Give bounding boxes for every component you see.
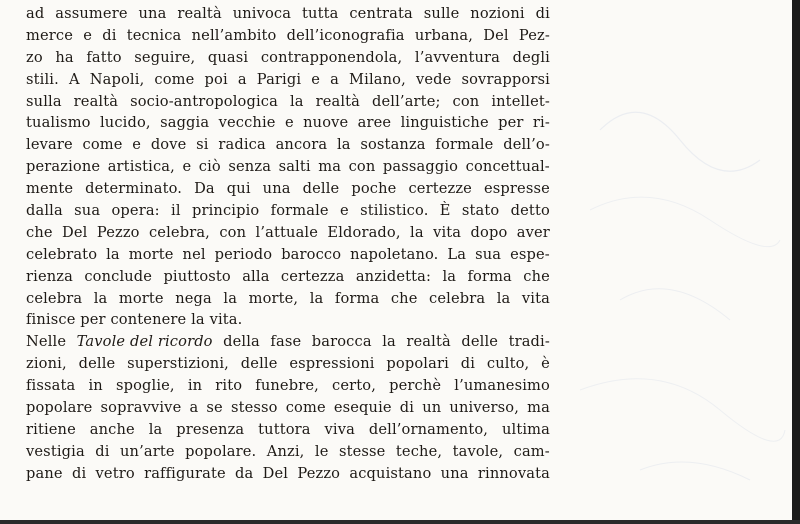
- text-word: urbana,: [414, 26, 474, 44]
- text-word: come: [154, 70, 195, 88]
- text-word: rito: [215, 377, 243, 395]
- text-word: la: [309, 289, 324, 307]
- text-word: ha: [55, 48, 74, 66]
- text-word: pane: [26, 464, 63, 482]
- text-word: tutta: [302, 5, 339, 22]
- text-line: [26, 331, 550, 353]
- text-word: l’avventura: [414, 48, 501, 66]
- text-word: l’attuale: [255, 223, 319, 241]
- text-word: zioni,: [26, 355, 67, 373]
- text-line: [26, 134, 550, 156]
- text-word: alla: [242, 267, 270, 285]
- text-word: celebra,: [148, 223, 210, 241]
- text-word: espe-: [510, 245, 550, 263]
- text-word: viva: [324, 420, 355, 438]
- text-word: Parigi: [256, 70, 302, 88]
- text-word: popolari: [386, 355, 449, 373]
- text-word: e: [284, 114, 294, 132]
- text-word: e: [83, 26, 93, 44]
- text-word: sostanza: [360, 136, 426, 154]
- text-word: radica: [218, 136, 266, 154]
- text-word: in: [88, 377, 103, 395]
- text-word: ultima: [501, 420, 550, 438]
- text-word: concettual-: [465, 158, 550, 176]
- text-word: una: [138, 5, 167, 22]
- text-word: è: [541, 355, 550, 373]
- text-word: della: [223, 333, 260, 351]
- text-word: con: [452, 92, 480, 110]
- text-word: e: [311, 70, 321, 88]
- text-line: [26, 266, 550, 288]
- text-line: [26, 200, 550, 222]
- text-line: [26, 463, 550, 485]
- text-word: dell’iconografia: [286, 26, 405, 44]
- text-word: fatto: [86, 48, 122, 66]
- text-word: celebra: [26, 289, 83, 307]
- text-word: la: [93, 289, 108, 307]
- italic-title: Tavole del ricordo: [76, 333, 213, 351]
- text-word: raffigurate: [144, 464, 226, 482]
- text-line: [26, 112, 550, 134]
- text-line: [26, 91, 550, 113]
- text-word: l’umanesimo: [454, 377, 550, 395]
- text-word: rienza: [26, 267, 73, 285]
- text-word: realtà: [315, 92, 361, 110]
- text-word: sua: [74, 202, 101, 220]
- text-word: delle: [302, 180, 340, 198]
- text-line: [26, 397, 550, 419]
- text-word: dell’arte;: [372, 92, 441, 110]
- text-line: [26, 375, 550, 397]
- text-word: realtà: [177, 5, 222, 22]
- text-word: opera:: [111, 202, 160, 220]
- text-word: nozioni: [470, 5, 525, 22]
- text-word: superstizioni,: [127, 355, 229, 373]
- text-word: senza: [228, 158, 272, 176]
- text-word: sulle: [423, 5, 460, 22]
- text-line: [26, 69, 550, 91]
- text-word: ma: [527, 399, 550, 417]
- text-word: nell’ambito: [191, 26, 277, 44]
- text-line: [26, 3, 550, 25]
- text-word: Pezzo: [297, 464, 341, 482]
- text-word: barocco: [281, 245, 342, 263]
- text-word: nel: [182, 245, 206, 263]
- text-word: anche: [89, 420, 135, 438]
- text-word: e: [132, 136, 142, 154]
- text-span: finisce per contenere la vita.: [26, 311, 243, 329]
- text-word: assumere: [55, 5, 128, 22]
- text-word: popolare.: [185, 442, 257, 460]
- text-word: mente: [26, 180, 74, 198]
- text-word: Da: [194, 180, 215, 198]
- text-word: di: [535, 5, 550, 22]
- text-word: linguistiche: [400, 114, 489, 132]
- text-line: [26, 178, 550, 200]
- text-word: merce: [26, 26, 74, 44]
- text-word: poche: [351, 180, 397, 198]
- text-word: È: [439, 202, 451, 220]
- text-word: di: [102, 26, 117, 44]
- text-word: conclude: [84, 267, 153, 285]
- text-word: perazione: [26, 158, 101, 176]
- text-word: saggia: [160, 114, 210, 132]
- text-line: [26, 309, 550, 331]
- text-word: per: [498, 114, 524, 132]
- text-word: salti: [278, 158, 311, 176]
- text-word: fase: [270, 333, 302, 351]
- text-word: anzidetta:: [355, 267, 432, 285]
- text-word: stili.: [26, 70, 59, 88]
- text-word: tradi-: [508, 333, 550, 351]
- text-word: morte: [118, 289, 164, 307]
- text-word: Milano,: [349, 70, 406, 88]
- text-word: Nelle: [26, 333, 67, 351]
- text-word: come: [82, 136, 123, 154]
- text-word: dove: [150, 136, 187, 154]
- text-word: formale: [270, 202, 329, 220]
- text-word: forma: [467, 267, 512, 285]
- text-word: ritiene: [26, 420, 76, 438]
- text-word: Anzi,: [266, 442, 305, 460]
- text-word: intellet-: [491, 92, 550, 110]
- text-word: sulla: [26, 92, 62, 110]
- text-word: teche,: [395, 442, 443, 460]
- text-word: ciò: [198, 158, 221, 176]
- text-word: vecchie: [218, 114, 276, 132]
- text-word: lucido,: [99, 114, 151, 132]
- text-word: di: [399, 399, 415, 417]
- text-word: in: [187, 377, 203, 395]
- text-word: tecnica: [126, 26, 182, 44]
- text-word: tuttora: [258, 420, 311, 438]
- text-word: la: [442, 267, 457, 285]
- text-word: Del: [262, 464, 289, 482]
- text-word: Del: [62, 223, 88, 241]
- text-word: centrata: [349, 5, 413, 22]
- text-word: vita: [521, 289, 550, 307]
- text-word: delle: [240, 355, 278, 373]
- text-word: realtà: [73, 92, 119, 110]
- text-word: barocca: [311, 333, 372, 351]
- text-word: artistica,: [107, 158, 175, 176]
- text-word: vetro: [95, 464, 135, 482]
- text-word: Napoli,: [89, 70, 145, 88]
- text-word: univoca: [232, 5, 292, 22]
- text-word: sovrapporsi: [461, 70, 550, 88]
- text-word: di: [95, 442, 110, 460]
- text-word: stesso: [230, 399, 278, 417]
- text-word: forma: [334, 289, 380, 307]
- text-line: [26, 222, 550, 244]
- text-word: celebrato: [26, 245, 98, 263]
- text-word: e: [182, 158, 192, 176]
- text-word: certo,: [332, 377, 376, 395]
- text-word: spoglie,: [115, 377, 175, 395]
- text-word: con: [348, 158, 376, 176]
- text-word: a: [189, 399, 199, 417]
- text-word: Del: [483, 26, 509, 44]
- text-word: detto: [510, 202, 550, 220]
- text-word: principio: [191, 202, 260, 220]
- text-word: una: [262, 180, 291, 198]
- text-word: La: [447, 245, 467, 263]
- text-word: zo: [26, 48, 43, 66]
- text-word: poi: [204, 70, 228, 88]
- text-word: la: [382, 333, 396, 351]
- text-word: la: [148, 420, 163, 438]
- text-word: ma: [318, 158, 342, 176]
- text-word: esequie: [333, 399, 392, 417]
- page-edge-right: [792, 0, 800, 524]
- text-word: dell’o-: [503, 136, 550, 154]
- text-word: che: [390, 289, 418, 307]
- text-word: morte,: [248, 289, 299, 307]
- text-word: sopravvive: [100, 399, 182, 417]
- text-word: determinato.: [85, 180, 183, 198]
- text-word: nega: [175, 289, 212, 307]
- text-word: formale: [435, 136, 494, 154]
- text-word: contrapponendola,: [260, 48, 403, 66]
- text-word: morte: [128, 245, 174, 263]
- text-word: levare: [26, 136, 73, 154]
- text-word: tavole,: [452, 442, 504, 460]
- text-word: di: [71, 464, 87, 482]
- text-word: funebre,: [255, 377, 319, 395]
- text-word: socio-antropologica: [130, 92, 278, 110]
- text-word: stato: [461, 202, 500, 220]
- text-word: celebra: [429, 289, 486, 307]
- text-word: Pezzo: [96, 223, 140, 241]
- text-word: nuove: [303, 114, 349, 132]
- text-word: universo,: [449, 399, 519, 417]
- text-word: la: [223, 289, 238, 307]
- text-word: che: [523, 267, 550, 285]
- text-word: delle: [78, 355, 116, 373]
- text-word: un: [422, 399, 442, 417]
- text-line: [26, 47, 550, 69]
- text-word: rinnovata: [477, 464, 550, 482]
- text-word: qui: [226, 180, 251, 198]
- text-word: espresse: [484, 180, 550, 198]
- text-word: dalla: [26, 202, 63, 220]
- text-word: popolare: [26, 399, 93, 417]
- text-word: da: [235, 464, 254, 482]
- text-word: ancora: [275, 136, 328, 154]
- text-word: ri-: [532, 114, 550, 132]
- text-word: sua: [475, 245, 502, 263]
- text-word: delle: [461, 333, 499, 351]
- text-word: degli: [512, 48, 550, 66]
- show-through-sketch: [560, 70, 790, 510]
- text-word: una: [440, 464, 469, 482]
- text-word: passaggio: [382, 158, 459, 176]
- text-word: realtà: [406, 333, 451, 351]
- text-word: certezza: [280, 267, 345, 285]
- text-word: la: [410, 223, 424, 241]
- text-word: si: [196, 136, 209, 154]
- text-word: Eldorado,: [327, 223, 401, 241]
- text-line: [26, 25, 550, 47]
- text-word: seguire,: [134, 48, 196, 66]
- text-word: vestigia: [26, 442, 85, 460]
- text-word: periodo: [214, 245, 273, 263]
- text-word: certezze: [408, 180, 472, 198]
- text-word: piuttosto: [163, 267, 231, 285]
- text-line: [26, 441, 550, 463]
- text-word: espressioni: [289, 355, 375, 373]
- text-word: la: [336, 136, 351, 154]
- text-word: A: [68, 70, 80, 88]
- text-word: se: [206, 399, 223, 417]
- text-word: come: [285, 399, 326, 417]
- text-word: perchè: [389, 377, 442, 395]
- text-word: stesse: [338, 442, 386, 460]
- text-word: tualismo: [26, 114, 91, 132]
- text-line: [26, 419, 550, 441]
- text-word: e: [340, 202, 349, 220]
- body-text: [26, 3, 550, 485]
- text-word: il: [171, 202, 181, 220]
- text-word: cam-: [513, 442, 550, 460]
- text-word: che: [26, 223, 53, 241]
- text-word: a: [237, 70, 247, 88]
- text-word: vede: [415, 70, 452, 88]
- text-word: dell’ornamento,: [368, 420, 489, 438]
- text-line: [26, 353, 550, 375]
- text-word: quasi: [207, 48, 249, 66]
- page-edge-bottom: [0, 520, 800, 524]
- text-word: stilistico.: [360, 202, 429, 220]
- text-line: [26, 244, 550, 266]
- text-word: acquistano: [349, 464, 432, 482]
- text-word: a: [330, 70, 339, 88]
- text-word: presenza: [176, 420, 245, 438]
- text-word: napoletano.: [350, 245, 439, 263]
- text-word: la: [289, 92, 304, 110]
- text-line: [26, 288, 550, 310]
- text-word: dopo: [470, 223, 508, 241]
- text-word: la: [496, 289, 511, 307]
- text-word: le: [314, 442, 329, 460]
- text-word: aver: [516, 223, 550, 241]
- text-word: con: [219, 223, 247, 241]
- text-word: aree: [357, 114, 392, 132]
- text-word: vita: [433, 223, 462, 241]
- text-word: fissata: [26, 377, 76, 395]
- text-word: Pez-: [518, 26, 550, 44]
- text-word: culto,: [486, 355, 530, 373]
- text-word: la: [106, 245, 120, 263]
- text-word: di: [460, 355, 476, 373]
- text-word: ad: [26, 5, 45, 22]
- text-line: [26, 156, 550, 178]
- text-word: un’arte: [120, 442, 175, 460]
